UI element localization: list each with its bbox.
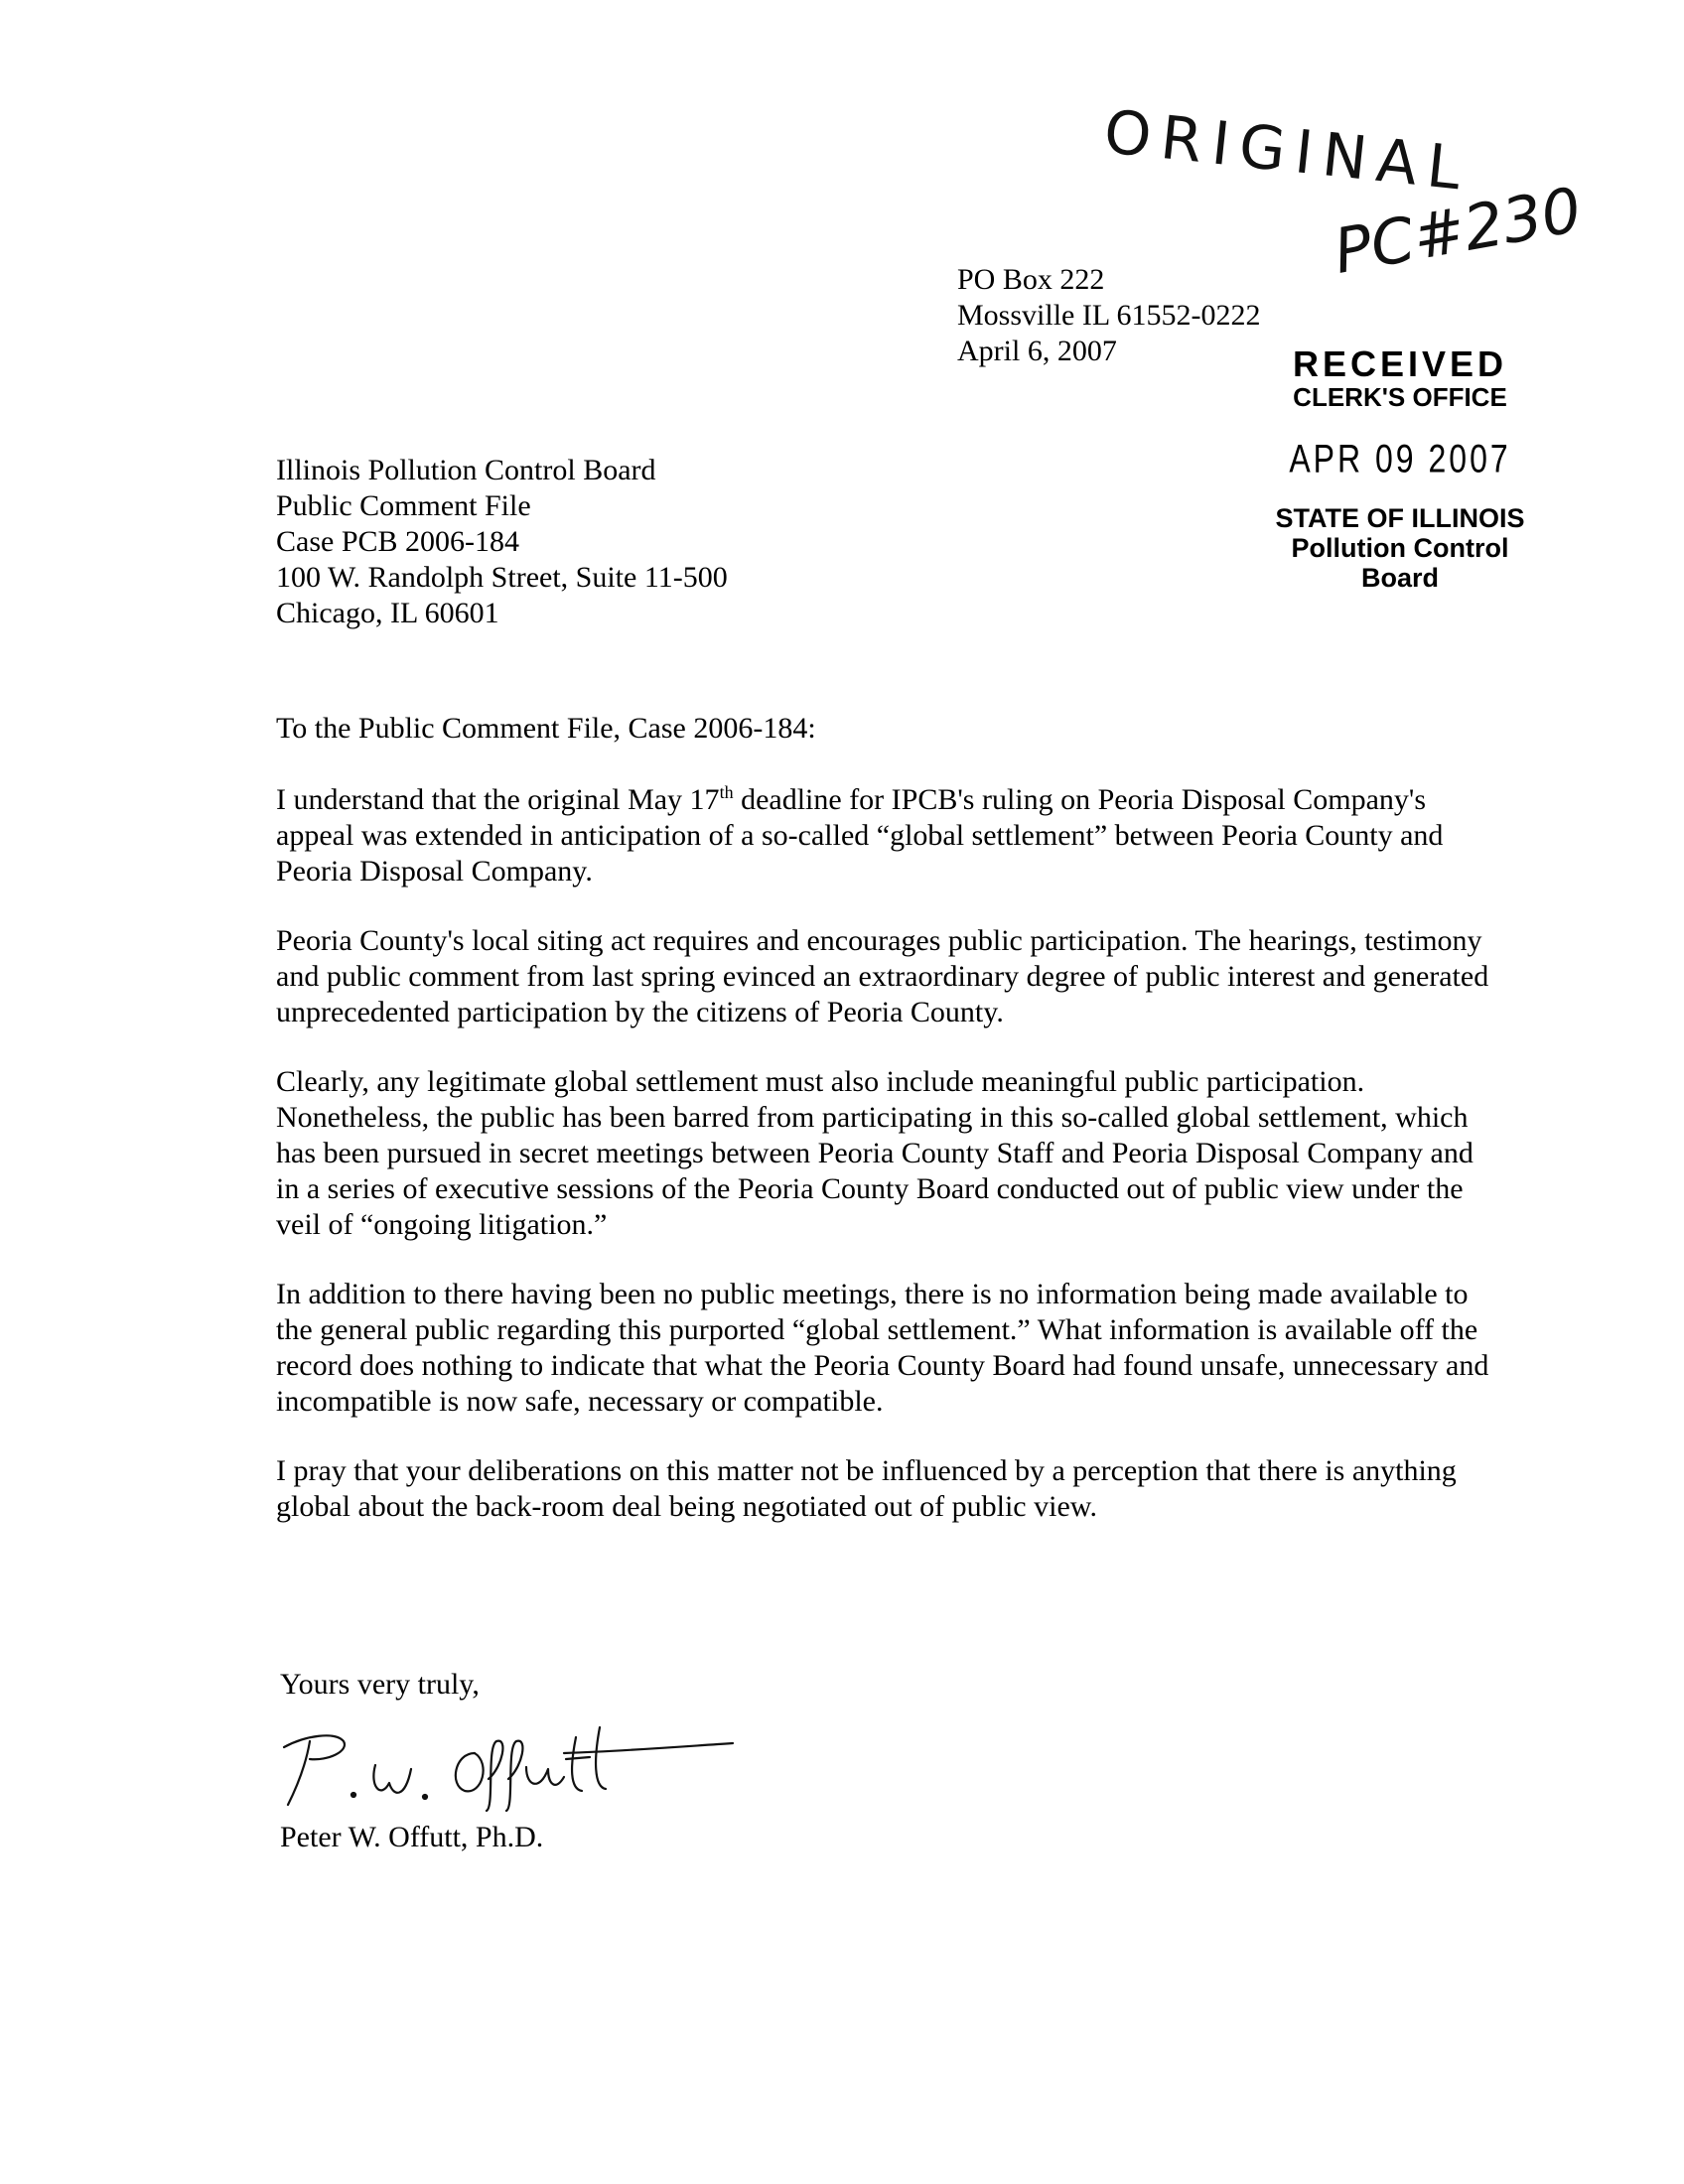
valediction: Yours very truly,	[280, 1668, 480, 1701]
paragraph-1	[276, 782, 1497, 889]
stamp-state: STATE OF ILLINOIS	[1275, 503, 1525, 533]
handwritten-signature	[266, 1707, 743, 1817]
sender-city-zip: Mossville IL 61552-0222	[957, 299, 1261, 332]
received-stamp	[1251, 345, 1549, 593]
sender-address-block	[957, 262, 1261, 369]
recipient-line: Case PCB 2006-184	[276, 525, 520, 558]
recipient-line: Chicago, IL 60601	[276, 597, 499, 629]
stamp-received: RECEIVED	[1292, 343, 1508, 384]
paragraph-3: Clearly, any legitimate global settlement must also include meaningful public participation. Nonetheless, the public has been barred from participating in this so-called global settlement, which has been pursued in secret meetings between Peoria County Staff and Peoria Disposal Company and in a series of executive sessions of the Peoria County Board conducted out of public view under the veil of “ongoing litigation.”	[276, 1065, 1474, 1241]
salutation: To the Public Comment File, Case 2006-184:	[276, 712, 816, 745]
ordinal-suffix: th	[719, 782, 734, 802]
paragraph-5: I pray that your deliberations on this matter not be influenced by a perception that there is anything global about the back-room deal being negotiated out of public view.	[276, 1454, 1457, 1523]
paragraph-2: Peoria County's local siting act requires and encourages public participation. The hearings, testimony and public comment from last spring evinced an extraordinary degree of public interest and generated unprecedented participation by the citizens of Peoria County.	[276, 924, 1489, 1028]
pc-number-handwritten-mark: PC#230	[1329, 173, 1587, 288]
original-handwritten-mark: ORIGINAL	[1100, 97, 1474, 205]
paragraph-1-start: I understand that the original May 17	[276, 783, 720, 816]
recipient-line: 100 W. Randolph Street, Suite 11-500	[276, 561, 728, 594]
stamp-board: Pollution Control Board	[1291, 533, 1509, 593]
stamp-clerks-office: CLERK'S OFFICE	[1293, 382, 1507, 412]
stamp-date: APR 09 2007	[1289, 436, 1511, 481]
sender-po-box: PO Box 222	[957, 263, 1105, 296]
recipient-line: Public Comment File	[276, 489, 531, 522]
letter-date: April 6, 2007	[957, 335, 1117, 367]
recipient-address-block	[276, 453, 728, 631]
signer-name: Peter W. Offutt, Ph.D.	[280, 1821, 544, 1853]
letter-body	[276, 711, 1497, 1559]
paragraph-4: In addition to there having been no public meetings, there is no information being made available to the general public regarding this purported “global settlement.” What information is available off the record does nothing to indicate that what the Peoria County Board had found unsafe, unnecessary and incompatible is now safe, necessary or compatible.	[276, 1278, 1489, 1418]
recipient-line: Illinois Pollution Control Board	[276, 454, 656, 486]
paragraph-1-end: deadline for IPCB's ruling on Peoria Disposal Company's appeal was extended in anticipation of a so-called “global settlement” between Peoria County and Peoria Disposal Company.	[276, 783, 1444, 887]
